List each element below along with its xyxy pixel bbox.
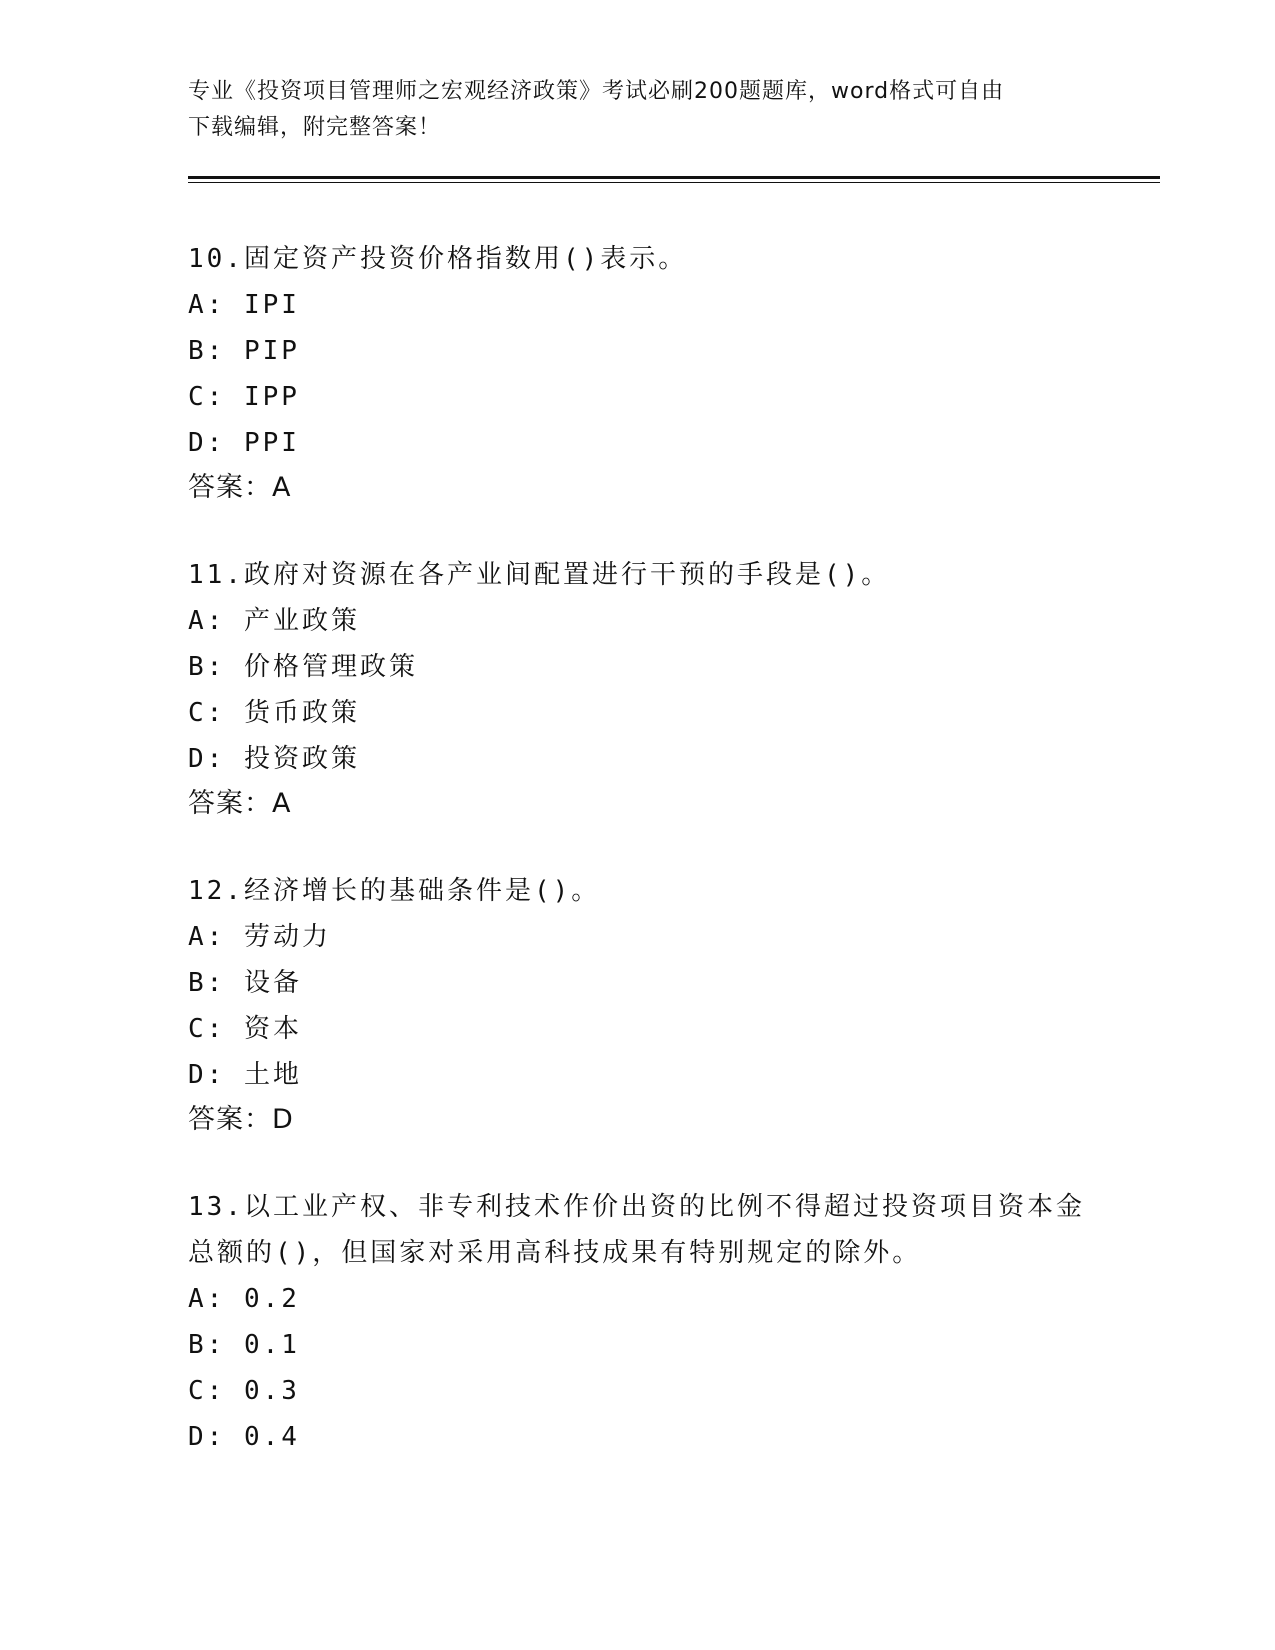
option-c: C: 资本 xyxy=(188,1014,302,1044)
option-a: A: IPI xyxy=(188,290,300,320)
option-d: D: 投资政策 xyxy=(188,744,360,774)
question-stem: 11.政府对资源在各产业间配置进行干预的手段是()。 xyxy=(188,560,891,590)
answer: 答案：D xyxy=(188,1104,294,1135)
option-b: B: 价格管理政策 xyxy=(188,652,418,682)
question-12 xyxy=(188,868,1088,1142)
header-line-2: 下载编辑，附完整答案！ xyxy=(188,115,442,140)
question-11 xyxy=(188,552,1088,826)
option-d: D: PPI xyxy=(188,428,300,458)
question-stem: 12.经济增长的基础条件是()。 xyxy=(188,876,601,906)
answer: 答案：A xyxy=(188,788,292,819)
option-a: A: 0.2 xyxy=(188,1284,300,1314)
document-header xyxy=(188,74,1088,146)
question-13 xyxy=(188,1184,1088,1460)
option-b: B: PIP xyxy=(188,336,300,366)
option-d: D: 0.4 xyxy=(188,1422,300,1452)
question-stem: 10.固定资产投资价格指数用()表示。 xyxy=(188,244,688,274)
header-line-1: 专业《投资项目管理师之宏观经济政策》考试必刷200题题库，word格式可自由 xyxy=(188,79,1005,104)
option-c: C: 货币政策 xyxy=(188,698,360,728)
question-stem-line-1: 13.以工业产权、非专利技术作价出资的比例不得超过投资项目资本金 xyxy=(188,1192,1085,1222)
header-divider-thin xyxy=(188,182,1160,183)
option-b: B: 0.1 xyxy=(188,1330,300,1360)
option-d: D: 土地 xyxy=(188,1060,302,1090)
answer: 答案：A xyxy=(188,472,292,503)
question-10 xyxy=(188,236,1088,510)
question-list xyxy=(188,236,1088,1502)
header-divider-thick xyxy=(188,176,1160,179)
option-b: B: 设备 xyxy=(188,968,302,998)
question-stem-line-2: 总额的()，但国家对采用高科技成果有特别规定的除外。 xyxy=(188,1238,922,1268)
option-a: A: 劳动力 xyxy=(188,922,331,952)
option-c: C: IPP xyxy=(188,382,300,412)
option-a: A: 产业政策 xyxy=(188,606,360,636)
option-c: C: 0.3 xyxy=(188,1376,300,1406)
